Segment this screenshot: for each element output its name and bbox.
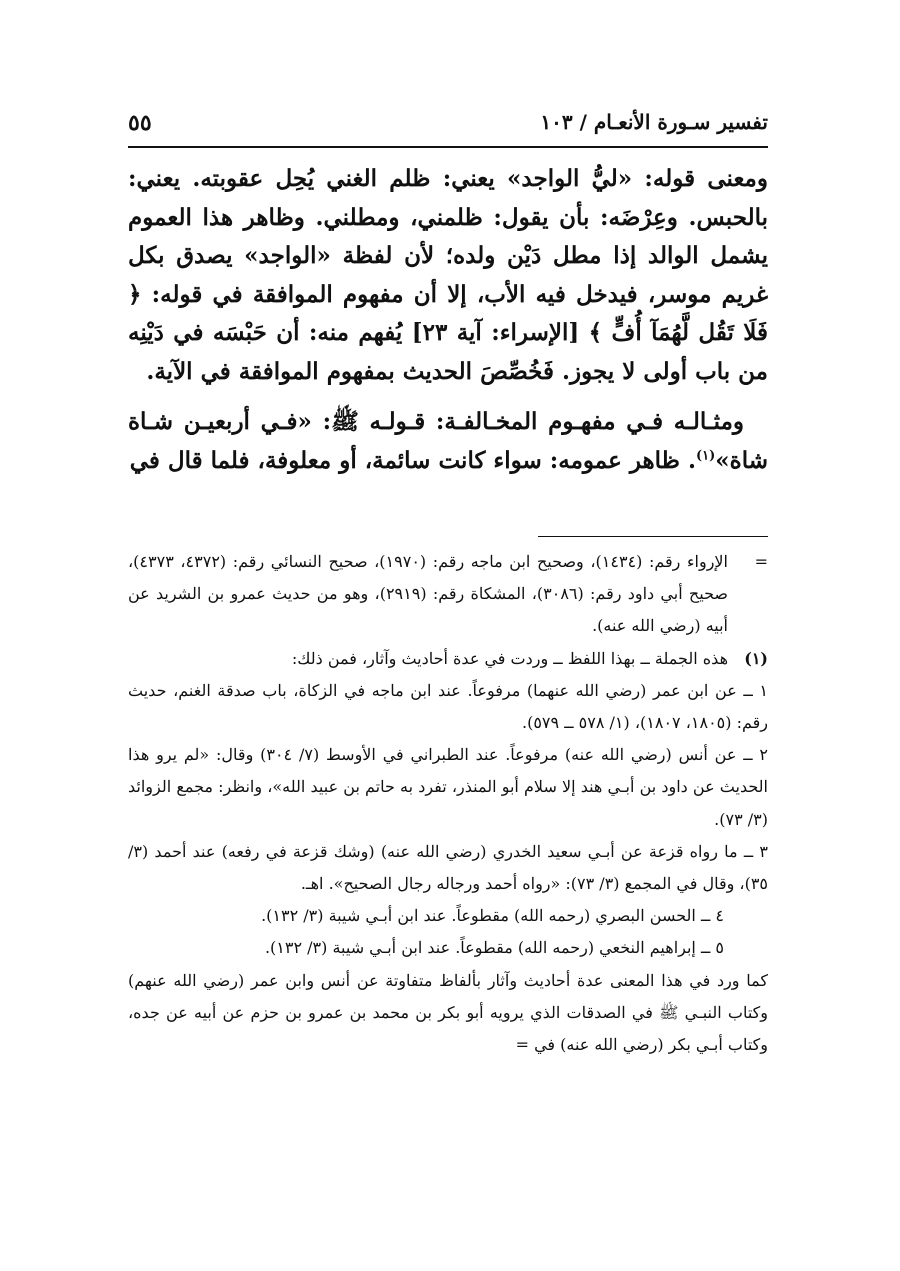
footnote-continuation bbox=[128, 546, 768, 643]
continuation-mark: = bbox=[754, 552, 768, 571]
footnote-ref-1[interactable]: (١) bbox=[695, 447, 716, 463]
paragraph-1: ومعنى قوله: «ليُّ الواجد» يعني: ظلم الغني يُحِل عقوبته. يعني: بالحبس. وعِرْضَه: بأن يقول: ظلمني، ومطلني. وظاهر هذا العموم يشمل الوالد إذا مطل دَيْن ولده؛ لأن لفظة «الواجد» يصدق بكل غريم موسر، فيدخل فيه الأب، إلا أن مفهوم الموافقة في قوله: ﴿ فَلَا تَقُل لَّهُمَآ أُفٍّ ﴾ [الإسراء: آية ٢٣] يُفهم منه: أن حَبْسَه في دَيْنِه من باب أولى لا يجوز. فَخُصِّصَ الحديث بمفهوم الموافقة في الآية. bbox=[128, 165, 768, 385]
header-rule bbox=[128, 146, 768, 148]
footnote-1-item-1: ١ ــ عن ابن عمر (رضي الله عنهما) مرفوعاً. عند ابن ماجه في الزكاة، باب صدقة الغنم، حديث رقم: (١٨٠٥، ١٨٠٧)، (١/ ٥٧٨ ــ ٥٧٩). bbox=[128, 680, 768, 733]
footnote-1-item-3: ٣ ــ ما رواه قزعة عن أبـي سعيد الخدري (رضي الله عنه) (وشك قزعة في رفعه) عند أحمد (٣/ ٣٥)، وقال في المجمع (٣/ ٧٣): «رواه أحمد ورجاله رجال الصحيح». اهـ. bbox=[128, 841, 769, 894]
paragraph-2 bbox=[128, 403, 768, 480]
footnotes bbox=[128, 546, 768, 1061]
footnote-1-item-4: ٤ ــ الحسن البصري (رحمه الله) مقطوعاً. عند ابن أبـي شيبة (٣/ ١٣٢). bbox=[261, 906, 724, 926]
paragraph-2-text: ومثـالـه فـي مفهـوم المخـالفـة: قـولـه ﷺ: «فـي أربعيـن شـاة شاة» bbox=[128, 408, 768, 474]
footnote-1-mark: (١) bbox=[744, 648, 768, 668]
page-number: ٥٥ bbox=[128, 110, 152, 136]
footnote-1-intro: هذه الجملة ــ بهذا اللفظ ــ وردت في عدة أحاديث وآثار، فمن ذلك: bbox=[291, 648, 728, 668]
footnote-1-outro: كما ورد في هذا المعنى عدة أحاديث وآثار بألفاظ متفاوتة عن أنس وابن عمر (رضي الله عنهم) وكتاب النبـي ﷺ في الصدقات الذي يرويه أبو بكر بن محمد بن عمرو بن حزم عن أبيه عن جده، وكتاب أبـي بكر (رضي الله عنه) في = bbox=[128, 970, 768, 1055]
paragraph-2-rest: . ظاهر عمومه: سواء كانت سائمة، أو معلوفة، فلما قال في bbox=[129, 446, 696, 474]
footnote-1-item-5: ٥ ــ إبراهيم النخعي (رحمه الله) مقطوعاً. عند ابن أبـي شيبة (٣/ ١٣٢). bbox=[264, 938, 724, 958]
main-text bbox=[128, 160, 768, 480]
footnote-1 bbox=[128, 643, 768, 675]
footnote-separator bbox=[538, 536, 768, 537]
running-header bbox=[128, 108, 768, 144]
continuation-text: الإرواء رقم: (١٤٣٤)، وصحيح ابن ماجه رقم: (١٩٧٠)، صحيح النسائي رقم: (٤٣٧٢، ٤٣٧٣)، صحيح أبي داود رقم: (٣٠٨٦)، المشكاة رقم: (٢٩١٩)، وهو من حديث عمرو بن الشريد عن أبيه (رضي الله عنه). bbox=[128, 552, 729, 636]
running-title: تفسير سـورة الأنعـام / ١٠٣ bbox=[540, 110, 768, 134]
footnote-1-item-2: ٢ ــ عن أنس (رضي الله عنه) مرفوعاً. عند الطبراني في الأوسط (٧/ ٣٠٤) وقال: «لم يرو هذا الحديث عن داود بن أبـي هند إلا سلام أبو المنذر، تفرد به حاتم بن عبيد الله»، وانظر: مجمع الزوائد (٣/ ٧٣). bbox=[128, 745, 768, 829]
